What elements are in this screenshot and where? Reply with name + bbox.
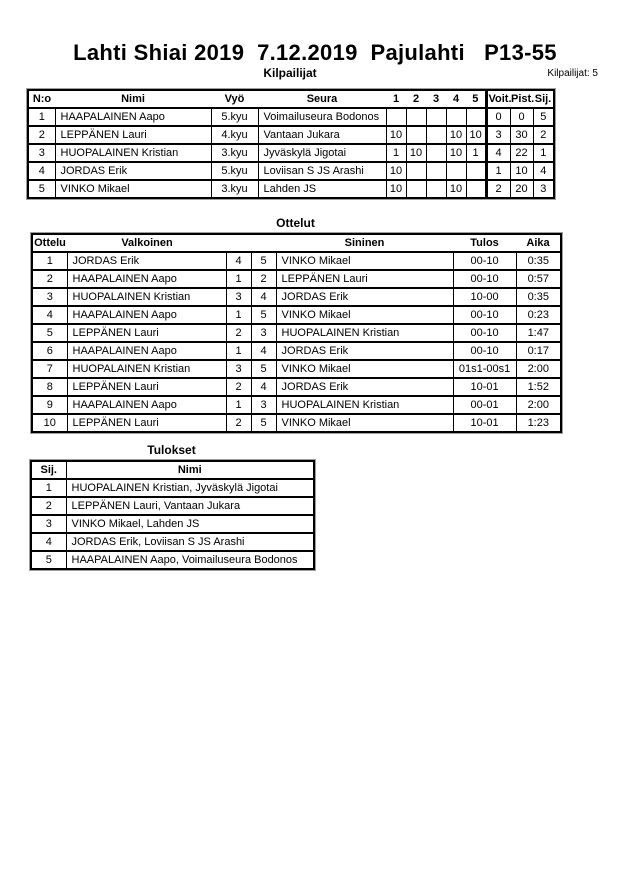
place-cell: 5 — [533, 108, 554, 126]
place-cell: 2 — [533, 126, 554, 144]
place-cell: 3 — [533, 180, 554, 198]
white-no-cell: 1 — [226, 396, 251, 414]
white-header: Valkoinen — [67, 234, 276, 252]
points-cell: 20 — [510, 180, 533, 198]
score-cell: 10 — [386, 126, 406, 144]
match-no-cell: 5 — [32, 324, 67, 342]
match-no-cell: 10 — [32, 414, 67, 432]
blue-no-cell: 5 — [251, 252, 276, 270]
competitor-row — [28, 144, 554, 162]
matches-table — [31, 233, 562, 433]
match-row — [32, 396, 561, 414]
white-no-cell: 3 — [226, 288, 251, 306]
white-name-cell: HAAPALAINEN Aapo — [67, 342, 226, 360]
name-header: Nimi — [66, 461, 314, 479]
score-cell — [426, 108, 446, 126]
blue-no-cell: 5 — [251, 360, 276, 378]
white-name-cell: JORDAS Erik — [67, 252, 226, 270]
club-header: Seura — [258, 90, 386, 108]
time-cell: 2:00 — [516, 360, 561, 378]
place-cell: 3 — [31, 515, 66, 533]
match-no-header: Ottelu — [32, 234, 67, 252]
score-cell: 10 — [406, 144, 426, 162]
score-cell — [406, 108, 426, 126]
result-row — [31, 479, 314, 497]
score-cell — [446, 162, 466, 180]
no-cell: 1 — [28, 108, 55, 126]
name-cell: VINKO Mikael — [55, 180, 211, 198]
score-cell — [426, 126, 446, 144]
blue-no-cell: 3 — [251, 324, 276, 342]
score-cell — [386, 108, 406, 126]
wins-header: Voit. — [486, 90, 510, 108]
white-no-cell: 1 — [226, 270, 251, 288]
competitor-count: Kilpailijat: 5 — [547, 68, 598, 79]
score-cell — [466, 108, 486, 126]
name-cell: JORDAS Erik, Loviisan S JS Arashi — [66, 533, 314, 551]
blue-name-cell: VINKO Mikael — [276, 414, 453, 432]
name-cell: JORDAS Erik — [55, 162, 211, 180]
result-cell: 00-10 — [453, 342, 516, 360]
place-header: Sij. — [31, 461, 66, 479]
score-cell — [446, 108, 466, 126]
match-no-cell: 8 — [32, 378, 67, 396]
name-cell: HUOPALAINEN Kristian, Jyväskylä Jigotai — [66, 479, 314, 497]
wins-cell: 3 — [486, 126, 510, 144]
score-cell — [406, 180, 426, 198]
blue-name-cell: VINKO Mikael — [276, 360, 453, 378]
blue-name-cell: HUOPALAINEN Kristian — [276, 324, 453, 342]
result-cell: 00-10 — [453, 324, 516, 342]
result-header: Tulos — [453, 234, 516, 252]
place-cell: 4 — [533, 162, 554, 180]
white-no-cell: 1 — [226, 306, 251, 324]
name-cell: VINKO Mikael, Lahden JS — [66, 515, 314, 533]
points-cell: 30 — [510, 126, 533, 144]
section-label-kilpailijat: Kilpailijat — [263, 66, 317, 80]
blue-no-cell: 5 — [251, 306, 276, 324]
result-cell: 01s1-00s1 — [453, 360, 516, 378]
blue-no-cell: 3 — [251, 396, 276, 414]
result-cell: 00-10 — [453, 252, 516, 270]
belt-cell: 3.kyu — [211, 180, 258, 198]
score-cell: 10 — [446, 144, 466, 162]
result-cell: 10-01 — [453, 414, 516, 432]
competitor-row — [28, 126, 554, 144]
wins-cell: 1 — [486, 162, 510, 180]
result-row — [31, 497, 314, 515]
competitors-header-row — [28, 90, 554, 108]
match-row — [32, 414, 561, 432]
white-name-cell: HAAPALAINEN Aapo — [67, 270, 226, 288]
score-cell — [426, 180, 446, 198]
name-cell: HAAPALAINEN Aapo — [55, 108, 211, 126]
opp3-header: 3 — [426, 90, 446, 108]
score-cell: 10 — [386, 162, 406, 180]
club-cell: Lahden JS — [258, 180, 386, 198]
wins-cell: 0 — [486, 108, 510, 126]
match-no-cell: 1 — [32, 252, 67, 270]
match-no-cell: 4 — [32, 306, 67, 324]
result-row — [31, 551, 314, 569]
section-label-ottelut: Ottelut — [276, 216, 315, 230]
belt-cell: 3.kyu — [211, 144, 258, 162]
white-no-cell: 2 — [226, 324, 251, 342]
score-cell: 10 — [466, 126, 486, 144]
competitor-row — [28, 162, 554, 180]
place-cell: 4 — [31, 533, 66, 551]
score-cell: 10 — [446, 180, 466, 198]
place-cell: 1 — [31, 479, 66, 497]
match-row — [32, 342, 561, 360]
blue-no-cell: 4 — [251, 288, 276, 306]
page-title: Lahti Shiai 2019 7.12.2019 Pajulahti P13-55 — [73, 40, 557, 65]
score-cell — [406, 162, 426, 180]
match-row — [32, 270, 561, 288]
competitors-table — [27, 89, 555, 199]
white-name-cell: LEPPÄNEN Lauri — [67, 324, 226, 342]
match-no-cell: 6 — [32, 342, 67, 360]
white-name-cell: HAAPALAINEN Aapo — [67, 396, 226, 414]
result-cell: 10-00 — [453, 288, 516, 306]
points-cell: 10 — [510, 162, 533, 180]
opp5-header: 5 — [466, 90, 486, 108]
match-row — [32, 378, 561, 396]
match-row — [32, 306, 561, 324]
score-cell: 10 — [386, 180, 406, 198]
score-cell — [466, 180, 486, 198]
wins-cell: 4 — [486, 144, 510, 162]
competitor-row — [28, 108, 554, 126]
opp4-header: 4 — [446, 90, 466, 108]
match-no-cell: 2 — [32, 270, 67, 288]
no-cell: 2 — [28, 126, 55, 144]
matches-header-row — [32, 234, 561, 252]
time-cell: 0:23 — [516, 306, 561, 324]
white-no-cell: 1 — [226, 342, 251, 360]
opp1-header: 1 — [386, 90, 406, 108]
blue-name-cell: JORDAS Erik — [276, 378, 453, 396]
match-row — [32, 288, 561, 306]
name-header: Nimi — [55, 90, 211, 108]
no-cell: 5 — [28, 180, 55, 198]
score-cell: 1 — [386, 144, 406, 162]
blue-no-cell: 4 — [251, 342, 276, 360]
result-cell: 10-01 — [453, 378, 516, 396]
result-cell: 00-10 — [453, 306, 516, 324]
white-name-cell: LEPPÄNEN Lauri — [67, 414, 226, 432]
result-cell: 00-01 — [453, 396, 516, 414]
time-cell: 1:52 — [516, 378, 561, 396]
time-cell: 0:35 — [516, 252, 561, 270]
belt-cell: 4.kyu — [211, 126, 258, 144]
blue-name-cell: VINKO Mikael — [276, 252, 453, 270]
opp2-header: 2 — [406, 90, 426, 108]
place-cell: 5 — [31, 551, 66, 569]
time-cell: 0:57 — [516, 270, 561, 288]
time-cell: 1:23 — [516, 414, 561, 432]
white-name-cell: LEPPÄNEN Lauri — [67, 378, 226, 396]
points-cell: 22 — [510, 144, 533, 162]
white-name-cell: HAAPALAINEN Aapo — [67, 306, 226, 324]
white-no-cell: 2 — [226, 414, 251, 432]
section-label-tulokset: Tulokset — [147, 443, 196, 457]
result-row — [31, 515, 314, 533]
name-cell: HAAPALAINEN Aapo, Voimailuseura Bodonos — [66, 551, 314, 569]
blue-name-cell: JORDAS Erik — [276, 288, 453, 306]
white-no-cell: 2 — [226, 378, 251, 396]
belt-cell: 5.kyu — [211, 108, 258, 126]
blue-name-cell: LEPPÄNEN Lauri — [276, 270, 453, 288]
blue-no-cell: 4 — [251, 378, 276, 396]
no-header: N:o — [28, 90, 55, 108]
place-cell: 1 — [533, 144, 554, 162]
match-no-cell: 3 — [32, 288, 67, 306]
match-no-cell: 7 — [32, 360, 67, 378]
no-cell: 3 — [28, 144, 55, 162]
results-table — [30, 460, 315, 570]
score-cell — [406, 126, 426, 144]
score-cell — [426, 144, 446, 162]
white-no-cell: 3 — [226, 360, 251, 378]
score-cell: 1 — [466, 144, 486, 162]
result-cell: 00-10 — [453, 270, 516, 288]
no-cell: 4 — [28, 162, 55, 180]
club-cell: Vantaan Jukara — [258, 126, 386, 144]
points-header: Pist. — [510, 90, 533, 108]
wins-cell: 2 — [486, 180, 510, 198]
results-header-row — [31, 461, 314, 479]
blue-header: Sininen — [276, 234, 453, 252]
blue-no-cell: 5 — [251, 414, 276, 432]
name-cell: HUOPALAINEN Kristian — [55, 144, 211, 162]
time-cell: 0:17 — [516, 342, 561, 360]
club-cell: Jyväskylä Jigotai — [258, 144, 386, 162]
belt-header: Vyö — [211, 90, 258, 108]
place-cell: 2 — [31, 497, 66, 515]
name-cell: LEPPÄNEN Lauri, Vantaan Jukara — [66, 497, 314, 515]
score-cell — [466, 162, 486, 180]
place-header: Sij. — [533, 90, 554, 108]
club-cell: Voimailuseura Bodonos — [258, 108, 386, 126]
club-cell: Loviisan S JS Arashi — [258, 162, 386, 180]
competitor-row — [28, 180, 554, 198]
name-cell: LEPPÄNEN Lauri — [55, 126, 211, 144]
time-cell: 1:47 — [516, 324, 561, 342]
white-name-cell: HUOPALAINEN Kristian — [67, 360, 226, 378]
match-no-cell: 9 — [32, 396, 67, 414]
time-header: Aika — [516, 234, 561, 252]
score-cell: 10 — [446, 126, 466, 144]
match-row — [32, 360, 561, 378]
white-name-cell: HUOPALAINEN Kristian — [67, 288, 226, 306]
time-cell: 0:35 — [516, 288, 561, 306]
belt-cell: 5.kyu — [211, 162, 258, 180]
match-row — [32, 324, 561, 342]
blue-no-cell: 2 — [251, 270, 276, 288]
score-cell — [426, 162, 446, 180]
blue-name-cell: JORDAS Erik — [276, 342, 453, 360]
white-no-cell: 4 — [226, 252, 251, 270]
points-cell: 0 — [510, 108, 533, 126]
match-row — [32, 252, 561, 270]
blue-name-cell: HUOPALAINEN Kristian — [276, 396, 453, 414]
blue-name-cell: VINKO Mikael — [276, 306, 453, 324]
time-cell: 2:00 — [516, 396, 561, 414]
result-row — [31, 533, 314, 551]
